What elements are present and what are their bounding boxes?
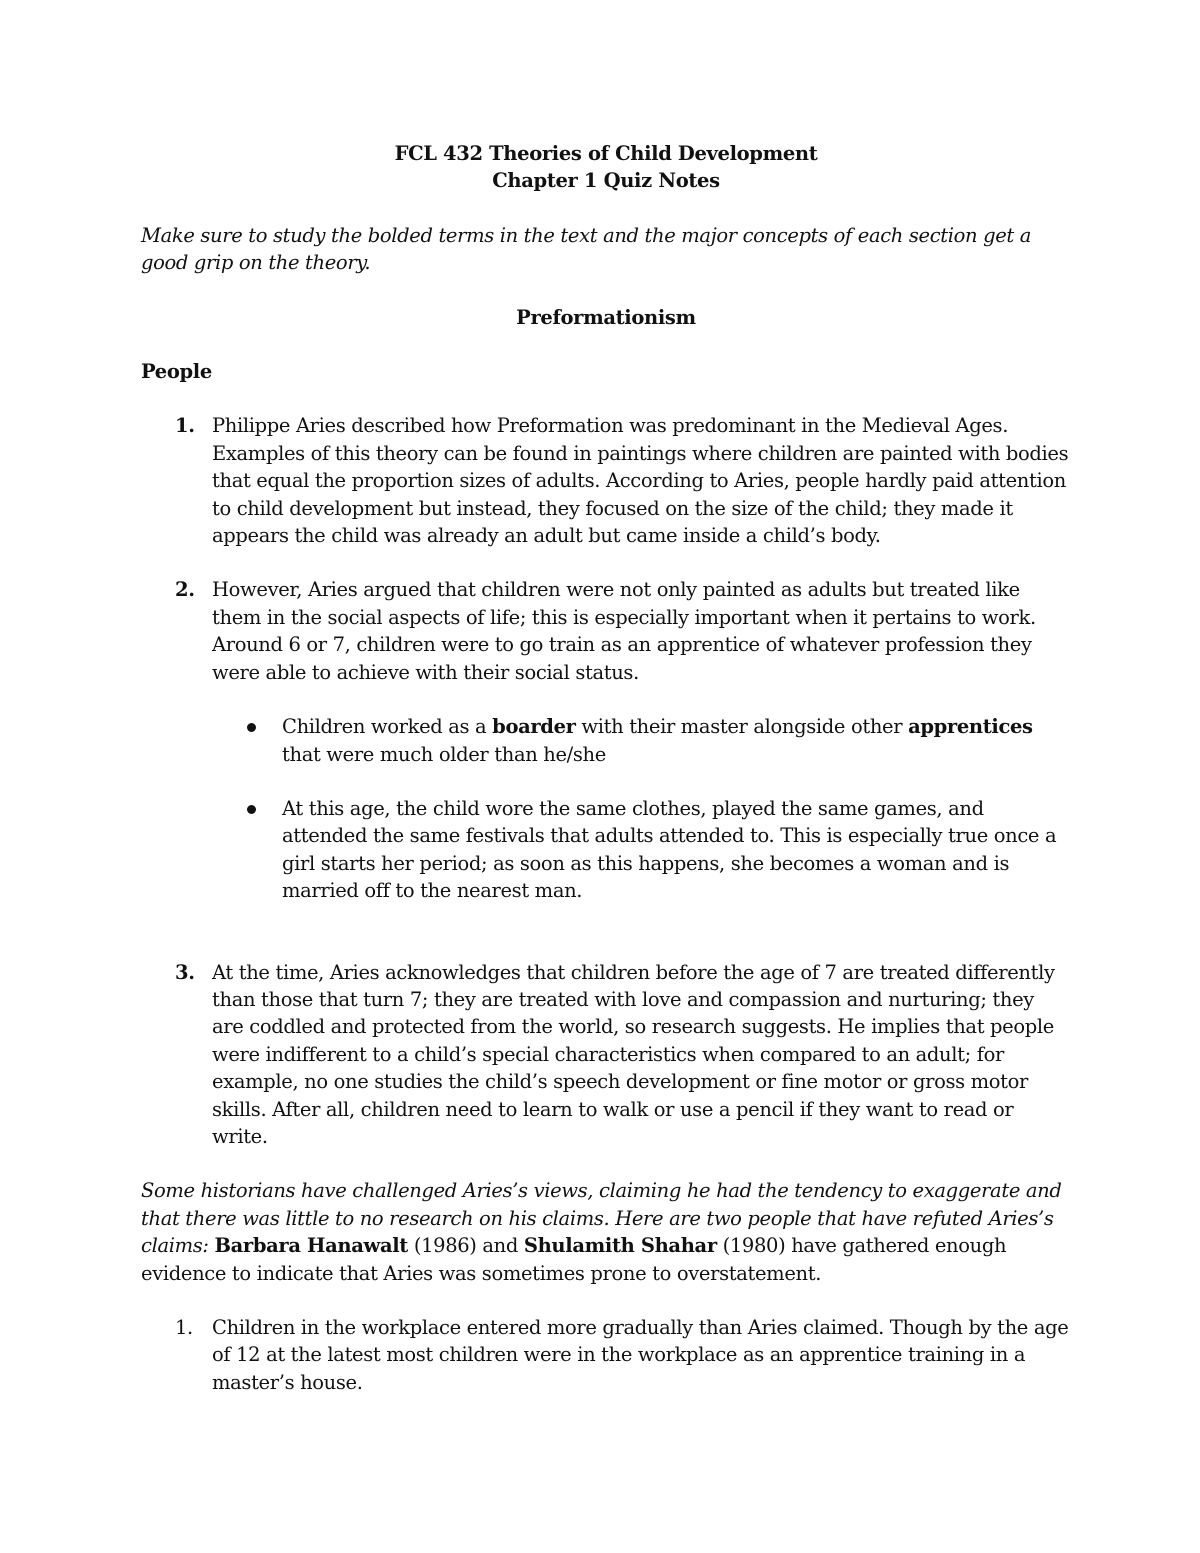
title-chapter: Chapter 1 Quiz Notes bbox=[492, 169, 720, 193]
point-text: At the time, Aries acknowledges that children before the age of 7 are treated differently than those that turn 7; they are treated with love and compassion and nurturing; they are coddled and protected from the world, so research suggests. He implies that people were indifferent to a child’s special characteristics when compared to an adult; for example, no one studies the child’s speech development or fine motor or gross motor skills. After all, children need to learn to walk or use a pencil if they want to read or write. bbox=[212, 960, 1055, 1148]
bullet-item-2 bbox=[141, 795, 1071, 905]
people-point-list-continued bbox=[141, 959, 1071, 1151]
refutation-list bbox=[141, 1314, 1071, 1396]
intro-instruction: Make sure to study the bolded terms in the text and the major concepts of each section get a good grip on the theory. bbox=[141, 223, 1032, 275]
point-item-1 bbox=[141, 412, 1071, 549]
bullet-text: At this age, the child wore the same clothes, played the same games, and attended the same festivals that adults attended to. This is especially true once a girl starts her period; as soon as this happens, she becomes a woman and is married off to the nearest man. bbox=[282, 796, 1057, 903]
bullet-dot-icon bbox=[247, 723, 256, 732]
bold-term-apprentices: apprentices bbox=[908, 715, 1033, 739]
bullet-item-1 bbox=[141, 713, 1071, 768]
point-item-2 bbox=[141, 576, 1071, 686]
subheading-people: People bbox=[141, 360, 212, 384]
point-number: 1. bbox=[175, 414, 195, 438]
historians-italic-text: Some historians have challenged Aries’s views, claiming he had the tendency to exaggerate and that there was little to no research on his claims. Here are two people that have refuted Aries’s claims: bbox=[141, 1179, 1062, 1258]
section-heading: Preformationism bbox=[516, 305, 696, 329]
document-title bbox=[141, 140, 1071, 195]
historian-name-1: Barbara Hanawalt bbox=[214, 1234, 408, 1258]
document-body bbox=[141, 140, 1071, 1423]
point-text: Philippe Aries described how Preformation was predominant in the Medieval Ages. Examples of this theory can be found in paintings where children are painted with bodies that equal the proportion sizes of adults. According to Aries, people hardly paid attention to child development but instead, they focused on the size of the child; they made it appears the child was already an adult but came inside a child’s body. bbox=[212, 414, 1069, 548]
point-item-3 bbox=[141, 959, 1071, 1151]
bullet-text: Children worked as a boarder with their master alongside other apprentices that were much older than he/she bbox=[282, 715, 1033, 766]
bullet-dot-icon bbox=[247, 805, 256, 814]
point-number: 2. bbox=[175, 578, 195, 602]
point-number: 3. bbox=[175, 960, 195, 984]
title-course: FCL 432 Theories of Child Development bbox=[394, 142, 818, 165]
refutation-item-1 bbox=[141, 1314, 1071, 1396]
bold-term-boarder: boarder bbox=[492, 715, 576, 739]
people-point-list bbox=[141, 412, 1071, 686]
refutation-text: Children in the workplace entered more gradually than Aries claimed. Though by the age of 12 at the latest most children were in the workplace as an apprentice training in a master’s house. bbox=[212, 1316, 1069, 1394]
refutation-number: 1. bbox=[175, 1316, 193, 1339]
spacer bbox=[141, 932, 1071, 959]
point-text: However, Aries argued that children were not only painted as adults but treated like them in the social aspects of life; this is especially important when it pertains to work. Around 6 or 7, children were to go train as an apprentice of whatever profession they were able to achieve with their social status. bbox=[212, 578, 1036, 684]
bullet-list bbox=[141, 713, 1071, 904]
historians-paragraph: Some historians have challenged Aries’s views, claiming he had the tendency to exaggerate and that there was little to no research on his claims. Here are two people that have refuted Aries’s claims: Barbara Hanawalt (1986) and Shulamith Shahar (1980) have gathered enough evidence to indicate that Aries was sometimes prone to overstatement. bbox=[141, 1179, 1062, 1285]
historian-name-2: Shulamith Shahar bbox=[523, 1234, 717, 1258]
